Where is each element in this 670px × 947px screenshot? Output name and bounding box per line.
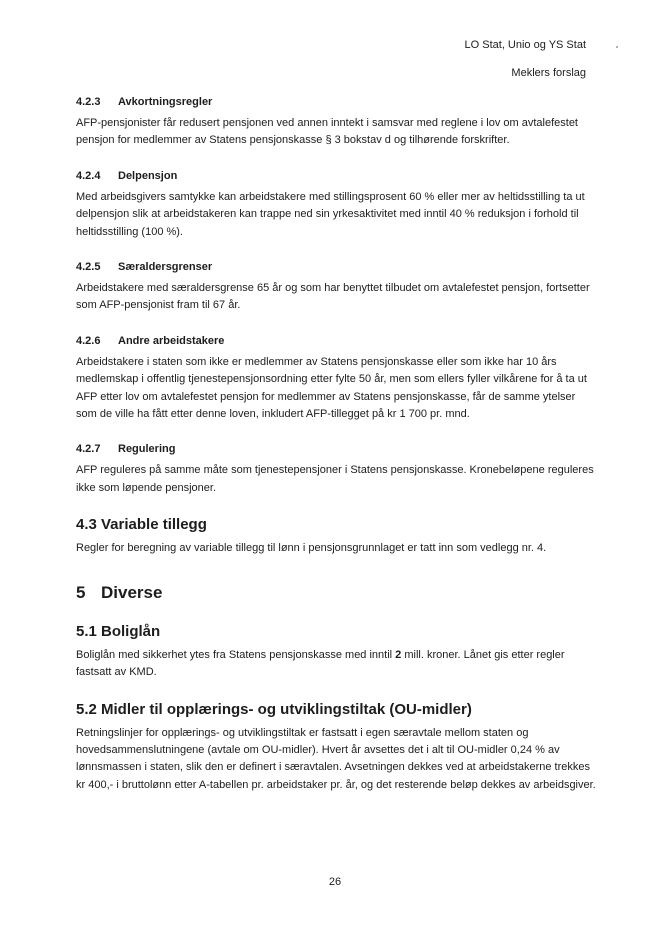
section-number: 4.2.3 — [76, 96, 101, 108]
heading-4-2-3 — [76, 95, 596, 109]
loan-amount: 2 — [395, 648, 402, 661]
section-title: Midler til opplærings- og utviklingstiltak (OU-midler) — [101, 700, 472, 718]
section-title: Delpensjon — [118, 169, 178, 182]
section-number: 4.3 — [76, 516, 97, 534]
heading-chapter-5 — [76, 582, 596, 604]
paragraph-5-1 — [76, 647, 596, 682]
text-run: mill. kroner. Lånet gis etter regler fastsatt av KMD. — [76, 648, 565, 679]
paragraph-4-2-7: AFP reguleres på samme måte som tjenestepensjoner i Statens pensjonskasse. Kronebeløpene reguleres ikke som løpende pensjoner. — [76, 464, 594, 494]
section-number: 4.2.4 — [76, 169, 101, 182]
heading-4-2-4 — [76, 169, 596, 183]
section-number: 4.2.7 — [76, 443, 101, 456]
section-title: Særaldersgrenser — [118, 261, 213, 274]
section-title: Andre arbeidstakere — [118, 334, 225, 347]
section-number: 4.2.5 — [76, 261, 101, 274]
chapter-number: 5 — [76, 582, 86, 602]
main-content — [76, 95, 596, 794]
section-number: 5.2 — [76, 700, 97, 718]
section-title: Boliglån — [101, 622, 161, 640]
header-parties: LO Stat, Unio og YS Stat — [464, 39, 586, 51]
scan-speck — [616, 46, 618, 48]
paragraph-4-2-5: Arbeidstakere med særaldersgrense 65 år og som har benyttet tilbudet om avtalefestet pensjon, fortsetter som AFP-pensjonist fram til 67 år. — [76, 282, 590, 312]
section-number: 5.1 — [76, 622, 97, 640]
paragraph-4-2-4: Med arbeidsgivers samtykke kan arbeidstakere med stillingsprosent 60 % eller mer av heltidsstilling ta ut delpensjon slik at arbeidstakeren kan trappe ned sin yrkesaktivitet med inntil 40 % reduksjon i forhold til heltidsstilling (100 %). — [76, 190, 585, 238]
paragraph-4-2-3: AFP-pensjonister får redusert pensjonen ved annen inntekt i samsvar med reglene i lov om avtalefestet pensjon for medlemmer av Statens pensjonskasse § 3 bokstav d og tilhørende forskrifter. — [76, 117, 578, 147]
section-title: Regulering — [118, 443, 176, 456]
heading-5-1 — [76, 622, 596, 642]
section-number: 4.2.6 — [76, 334, 101, 347]
header-proposal: Meklers forslag — [511, 67, 586, 79]
section-title: Avkortningsregler — [118, 96, 213, 108]
heading-4-2-6 — [76, 334, 596, 348]
heading-4-3 — [76, 515, 596, 535]
paragraph-4-3: Regler for beregning av variable tillegg til lønn i pensjonsgrunnlaget er tatt inn som vedlegg nr. 4. — [76, 542, 547, 555]
section-title: Variable tillegg — [101, 516, 207, 534]
paragraph-4-2-6: Arbeidstakere i staten som ikke er medlemmer av Statens pensjonskasse eller som ikke har 10 års medlemskap i offentlig tjenestepensjonsordning etter fylte 50 år, men som ellers fyller vilkårene for å ta ut AFP etter lov om avtalefestet pensjon for medlemmer av Statens pensjonskasse, får de samme ytelser som de ville ha fått etter denne loven, inkludert AFP-tillegget på kr 1 700 pr. mnd. — [76, 355, 587, 421]
paragraph-5-2: Retningslinjer for opplærings- og utviklingstiltak er fastsatt i egen særavtale mellom staten og hovedsammenslutningene (avtale om OU-midler). Hvert år avsettes det i alt til OU-midler 0,24 % av lønnsmassen i staten, slik den er definert i særavtalen. Avsetningen dekkes ved at arbeidstakerne trekkes kr 400,- i bruttolønn etter A-tabellen pr. arbeidstaker pr. år, og det resterende beløp dekkes av arbeidsgiver. — [76, 726, 596, 791]
heading-4-2-7 — [76, 442, 596, 456]
heading-4-2-5 — [76, 260, 596, 274]
page-number: 26 — [328, 876, 342, 888]
heading-5-2 — [76, 700, 596, 720]
text-run: Boliglån med sikkerhet ytes fra Statens pensjonskasse med inntil — [76, 648, 396, 661]
chapter-title: Diverse — [101, 582, 163, 602]
